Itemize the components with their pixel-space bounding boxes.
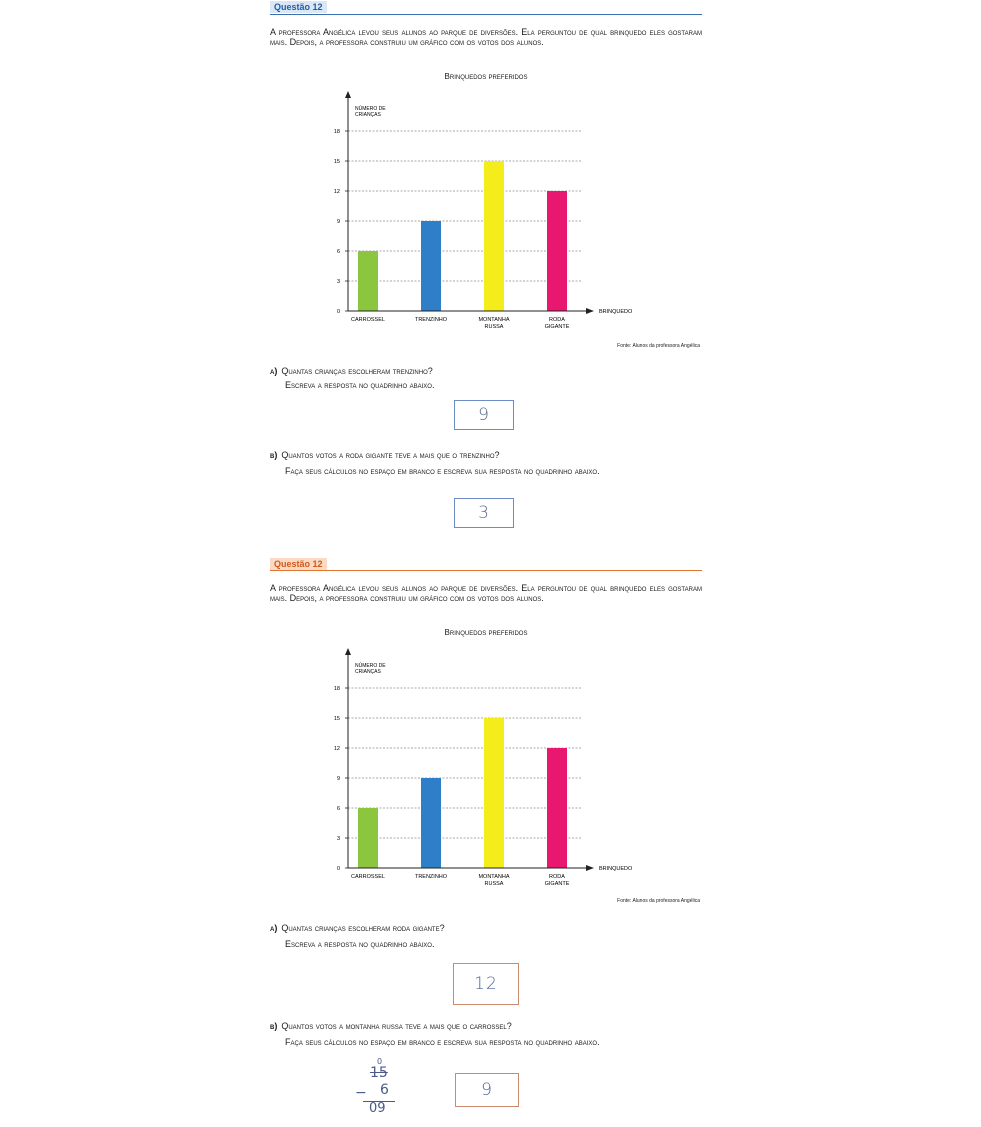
calc-result: 09 <box>369 1101 386 1116</box>
y-tick-label: 15 <box>333 716 340 722</box>
chart-source: Fonte: Alunos da professora Angélica <box>617 343 700 349</box>
question-a <box>270 923 702 933</box>
bar-montanha-russa <box>484 718 504 868</box>
gridlines <box>348 131 582 281</box>
x-tick-label: Gigante <box>544 324 570 330</box>
y-tick-label: 3 <box>336 836 340 842</box>
y-ticks <box>334 129 348 315</box>
y-tick-label: 18 <box>333 129 340 135</box>
question-a-instruction: Escreva a resposta no quadrinho abaixo. <box>285 380 435 390</box>
y-tick-label: 0 <box>336 309 340 315</box>
bar-trenzinho <box>421 221 441 311</box>
question-b-instruction: Faça seus cálculos no espaço em branco e escreva sua resposta no quadrinho abaixo. <box>285 1037 600 1047</box>
x-tick-label: Russa <box>484 324 504 330</box>
question-a-label: a) <box>270 366 278 376</box>
answer-box-b[interactable]: 3 <box>454 498 514 528</box>
y-ticks <box>334 686 348 872</box>
y-tick-label: 3 <box>336 279 340 285</box>
answer-box-a[interactable]: 12 <box>453 963 519 1005</box>
worksheet-2 <box>0 550 981 1127</box>
intro-text: A professora Angélica levou seus alunos ao parque de diversões. Ela perguntou de qual brinquedo eles gostaram mais. Depois, a professora construiu um gráfico com os votos dos alunos. <box>270 27 702 47</box>
x-tick-label: Montanha <box>478 874 510 880</box>
calc-minuend: 15 <box>370 1065 388 1081</box>
question-a-instruction: Escreva a resposta no quadrinho abaixo. <box>285 939 435 949</box>
y-tick-label: 6 <box>336 249 340 255</box>
header-rule <box>270 14 702 15</box>
y-tick-label: 18 <box>333 686 340 692</box>
question-a <box>270 366 702 376</box>
question-b-instruction: Faça seus cálculos no espaço em branco e escreva sua resposta no quadrinho abaixo. <box>285 466 600 476</box>
x-tick-labels <box>351 317 570 330</box>
question-b <box>270 1021 702 1031</box>
y-axis-label-line1: Número de <box>355 663 386 669</box>
calc-operator: − <box>355 1085 367 1101</box>
question-a-text: Quantas crianças escolheram roda gigante? <box>281 923 445 933</box>
x-tick-label: Gigante <box>544 881 570 887</box>
y-tick-label: 12 <box>333 746 340 752</box>
x-tick-label: Carrossel <box>351 317 385 323</box>
question-b-text: Quantos votos a roda gigante teve a mais que o trenzinho? <box>281 450 500 460</box>
question-b <box>270 450 702 460</box>
chart-title: Brinquedos preferidos <box>444 72 528 81</box>
bar-carrossel <box>358 808 378 868</box>
worksheet-1 <box>0 0 981 540</box>
bar-roda-gigante <box>547 748 567 868</box>
bars <box>358 161 567 311</box>
bar-trenzinho <box>421 778 441 868</box>
calc-borrow-digit: 0 <box>377 1057 383 1066</box>
bars <box>358 718 567 868</box>
question-b-label: b) <box>270 1021 278 1031</box>
bar-chart <box>300 645 650 900</box>
x-tick-labels <box>351 874 570 887</box>
y-axis-label-line2: crianças <box>355 669 381 675</box>
answer-box-a[interactable]: 9 <box>454 400 514 430</box>
gridlines <box>348 688 582 838</box>
intro-text: A professora Angélica levou seus alunos ao parque de diversões. Ela perguntou de qual brinquedo eles gostaram mais. Depois, a professora construiu um gráfico com os votos dos alunos. <box>270 583 702 603</box>
answer-box-b[interactable]: 9 <box>455 1073 519 1107</box>
x-axis-label: Brinquedo <box>599 866 633 872</box>
x-tick-label: Montanha <box>478 317 510 323</box>
question-b-label: b) <box>270 450 278 460</box>
header-rule <box>270 570 702 571</box>
x-axis-arrow <box>586 308 594 314</box>
y-tick-label: 9 <box>336 219 340 225</box>
x-tick-label: Trenzinho <box>414 874 448 880</box>
question-label: Questão 12 <box>270 558 327 570</box>
y-tick-label: 6 <box>336 806 340 812</box>
bar-carrossel <box>358 251 378 311</box>
chart-source: Fonte: Alunos da professora Angélica <box>617 898 700 904</box>
y-axis-arrow <box>345 648 351 655</box>
x-tick-label: Roda <box>549 317 565 323</box>
y-tick-label: 15 <box>333 159 340 165</box>
y-tick-label: 9 <box>336 776 340 782</box>
question-a-label: a) <box>270 923 278 933</box>
bar-montanha-russa <box>484 161 504 311</box>
question-label: Questão 12 <box>270 1 327 13</box>
y-axis-arrow <box>345 91 351 98</box>
question-a-text: Quantas crianças escolheram trenzinho? <box>281 366 433 376</box>
question-b-text: Quantos votos a montanha russa teve a mais que o carrossel? <box>281 1021 512 1031</box>
x-tick-label: Roda <box>549 874 565 880</box>
y-tick-label: 0 <box>336 866 340 872</box>
calc-subtrahend: 6 <box>380 1082 389 1098</box>
chart-title: Brinquedos preferidos <box>444 628 528 637</box>
y-tick-label: 12 <box>333 189 340 195</box>
y-axis-label-line1: Número de <box>355 106 386 112</box>
x-tick-label: Russa <box>484 881 504 887</box>
bar-roda-gigante <box>547 191 567 311</box>
y-axis-label-line2: crianças <box>355 112 381 118</box>
bar-chart <box>300 88 650 343</box>
x-axis-arrow <box>586 865 594 871</box>
x-tick-label: Carrossel <box>351 874 385 880</box>
x-tick-label: Trenzinho <box>414 317 448 323</box>
x-axis-label: Brinquedo <box>599 309 633 315</box>
